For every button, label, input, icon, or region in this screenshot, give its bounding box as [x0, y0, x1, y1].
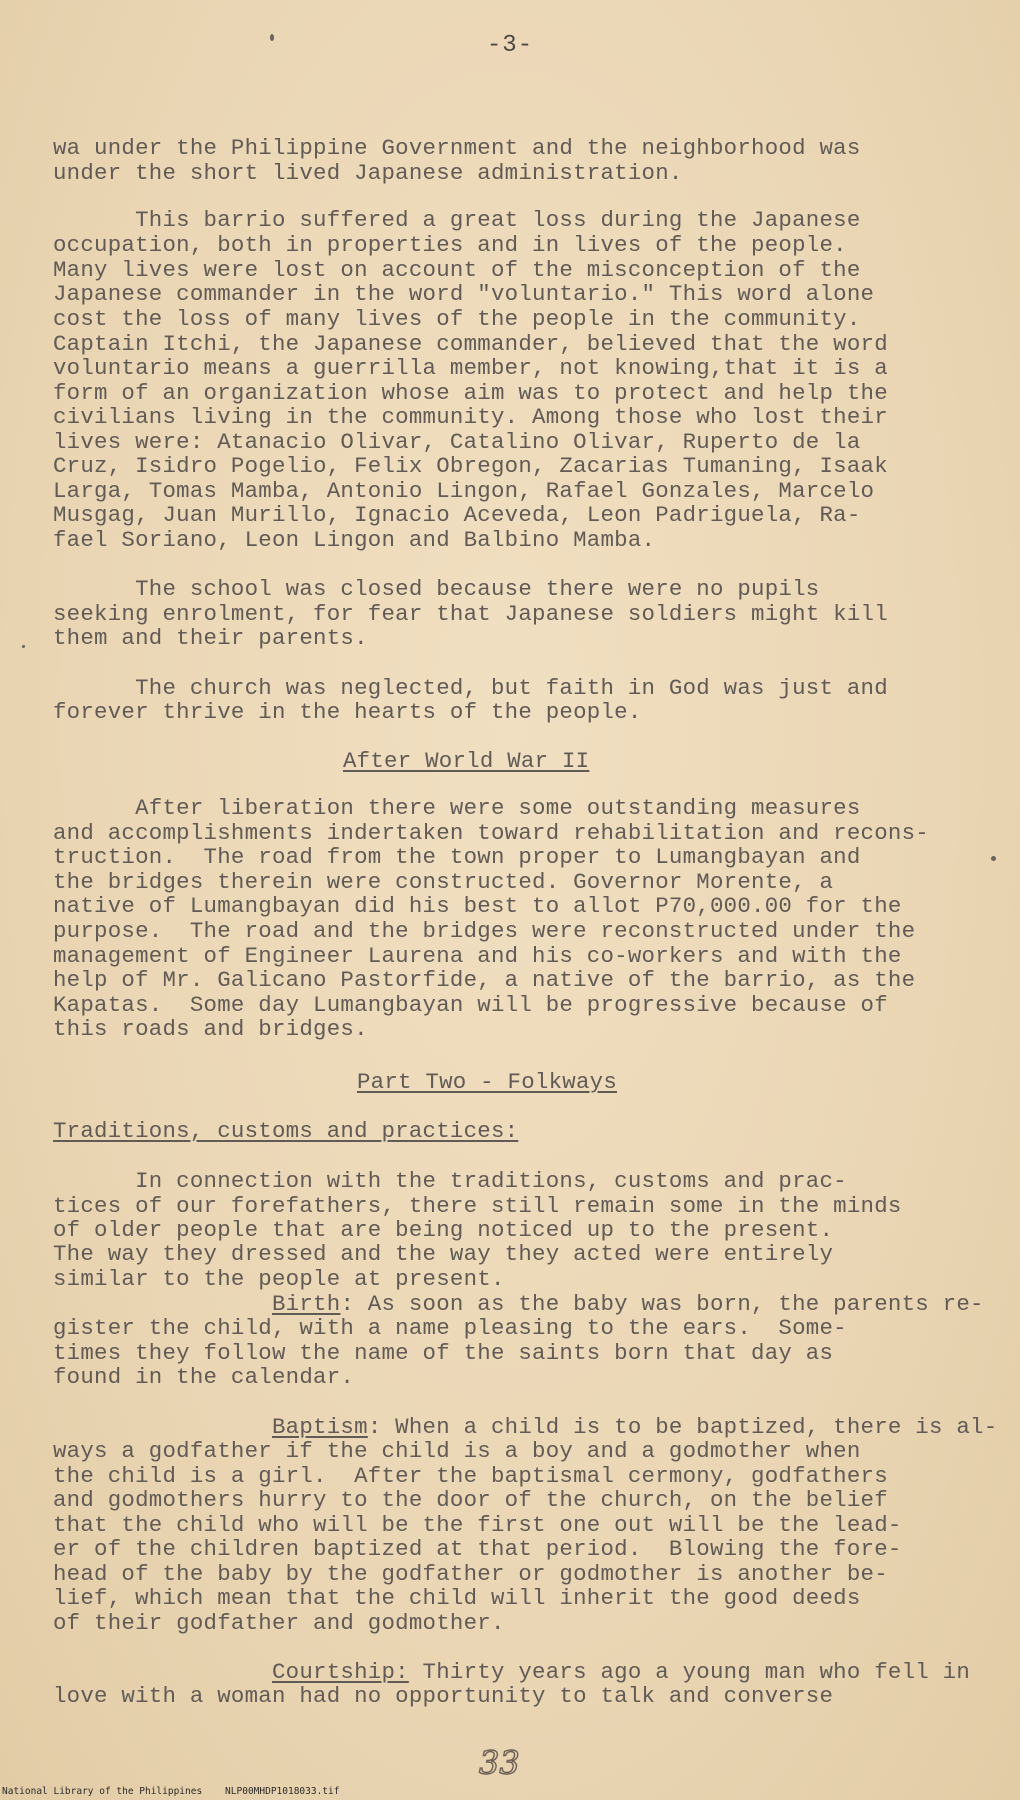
church-line: The church was neglected, but faith in God was just and	[53, 675, 888, 701]
church-line: forever thrive in the hearts of the people.	[53, 699, 642, 725]
occupation-line: voluntario means a guerrilla member, not knowing,that it is a	[53, 355, 888, 381]
baptism-first-rest: : When a child is to be baptized, there is al-	[367, 1414, 998, 1440]
baptism-line: lief, which mean that the child will inherit the good deeds	[53, 1585, 861, 1611]
ink-speck	[991, 856, 996, 861]
courtship-line: love with a woman had no opportunity to talk and converse	[53, 1683, 834, 1709]
occupation-line: This barrio suffered a great loss during the Japanese	[53, 207, 861, 233]
occupation-line: occupation, both in properties and in lives of the people.	[53, 232, 847, 258]
liberation-line: the bridges therein were constructed. Governor Morente, a	[53, 869, 834, 895]
handwritten-page-stamp	[475, 1742, 529, 1782]
occupation-line: Cruz, Isidro Pogelio, Felix Obregon, Zacarias Tumaning, Isaak	[53, 453, 888, 479]
liberation-line: native of Lumangbayan did his best to allot P70,000.00 for the	[53, 893, 902, 919]
liberation-line: After liberation there were some outstanding measures	[53, 795, 861, 821]
liberation-line: help of Mr. Galicano Pastorfide, a native of the barrio, as the	[53, 967, 916, 993]
heading-traditions: Traditions, customs and practices:	[53, 1118, 519, 1144]
occupation-line: civilians living in the community. Among those who lost their	[53, 404, 888, 430]
liberation-line: truction. The road from the town proper to Lumangbayan and	[53, 844, 861, 870]
occupation-line: Musgag, Juan Murillo, Ignacio Aceveda, Leon Padriguela, Ra-	[53, 502, 861, 528]
traditions-line: The way they dressed and the way they acted were entirely	[53, 1241, 834, 1267]
baptism-line: er of the children baptized at that period. Blowing the fore-	[53, 1536, 902, 1562]
baptism-line: and godmothers hurry to the door of the church, on the belief	[53, 1487, 888, 1513]
occupation-line: Japanese commander in the word "voluntario." This word alone	[53, 281, 875, 307]
page-number: -3-	[486, 32, 534, 59]
occupation-line: Larga, Tomas Mamba, Antonio Lingon, Rafael Gonzales, Marcelo	[53, 478, 875, 504]
liberation-line: Kapatas. Some day Lumangbayan will be progressive because of	[53, 992, 888, 1018]
liberation-line: this roads and bridges.	[53, 1016, 368, 1042]
ink-speck	[22, 645, 25, 648]
school-line: them and their parents.	[53, 625, 368, 651]
occupation-line: fael Soriano, Leon Lingon and Balbino Mamba.	[53, 527, 656, 553]
heading-part-two-folkways: Part Two - Folkways	[357, 1069, 618, 1095]
traditions-line: tices of our forefathers, there still remain some in the minds	[53, 1193, 902, 1219]
courtship-label: Courtship:	[272, 1659, 409, 1685]
baptism-line: of their godfather and godmother.	[53, 1610, 505, 1636]
school-line: seeking enrolment, for fear that Japanese soldiers might kill	[53, 601, 888, 627]
occupation-line: cost the loss of many lives of the people in the community.	[53, 306, 861, 332]
birth-first-rest: : As soon as the baby was born, the parents re-	[340, 1291, 984, 1317]
baptism-line: the child is a girl. After the baptismal cermony, godfathers	[53, 1463, 888, 1489]
traditions-line: In connection with the traditions, customs and prac-	[53, 1168, 847, 1194]
baptism-line: that the child who will be the first one out will be the lead-	[53, 1512, 902, 1538]
liberation-line: and accomplishments indertaken toward rehabilitation and recons-	[53, 820, 929, 846]
occupation-line: form of an organization whose aim was to protect and help the	[53, 380, 888, 406]
occupation-line: lives were: Atanacio Olivar, Catalino Olivar, Ruperto de la	[53, 429, 861, 455]
intro-line: wa under the Philippine Government and the neighborhood was	[53, 135, 861, 161]
heading-after-world-war-ii: After World War II	[343, 748, 590, 774]
archive-footer-label: National Library of the Philippines NLP00MHDP1018033.tif	[2, 1786, 340, 1797]
birth-line: found in the calendar.	[53, 1364, 355, 1390]
stamp-number: 33	[479, 1744, 520, 1782]
liberation-line: purpose. The road and the bridges were reconstructed under the	[53, 918, 916, 944]
birth-line: gister the child, with a name pleasing to the ears. Some-	[53, 1315, 847, 1341]
baptism-line: ways a godfather if the child is a boy and a godmother when	[53, 1438, 861, 1464]
school-line: The school was closed because there were no pupils	[53, 576, 820, 602]
baptism-line: head of the baby by the godfather or godmother is another be-	[53, 1561, 888, 1587]
occupation-line: Many lives were lost on account of the misconception of the	[53, 257, 861, 283]
occupation-line: Captain Itchi, the Japanese commander, believed that the word	[53, 331, 888, 357]
ink-speck	[270, 34, 274, 41]
intro-line: under the short lived Japanese administration.	[53, 160, 683, 186]
courtship-first-line	[53, 1659, 970, 1685]
baptism-first-line	[53, 1414, 997, 1440]
birth-label: Birth	[272, 1291, 341, 1317]
traditions-line: of older people that are being noticed up to the present.	[53, 1217, 834, 1243]
birth-line: times they follow the name of the saints born that day as	[53, 1340, 834, 1366]
birth-first-line	[53, 1291, 984, 1317]
liberation-line: management of Engineer Laurena and his co-workers and with the	[53, 943, 902, 969]
traditions-line: similar to the people at present.	[53, 1266, 505, 1292]
courtship-first-rest: Thirty years ago a young man who fell in	[408, 1659, 971, 1685]
baptism-label: Baptism	[272, 1414, 368, 1440]
